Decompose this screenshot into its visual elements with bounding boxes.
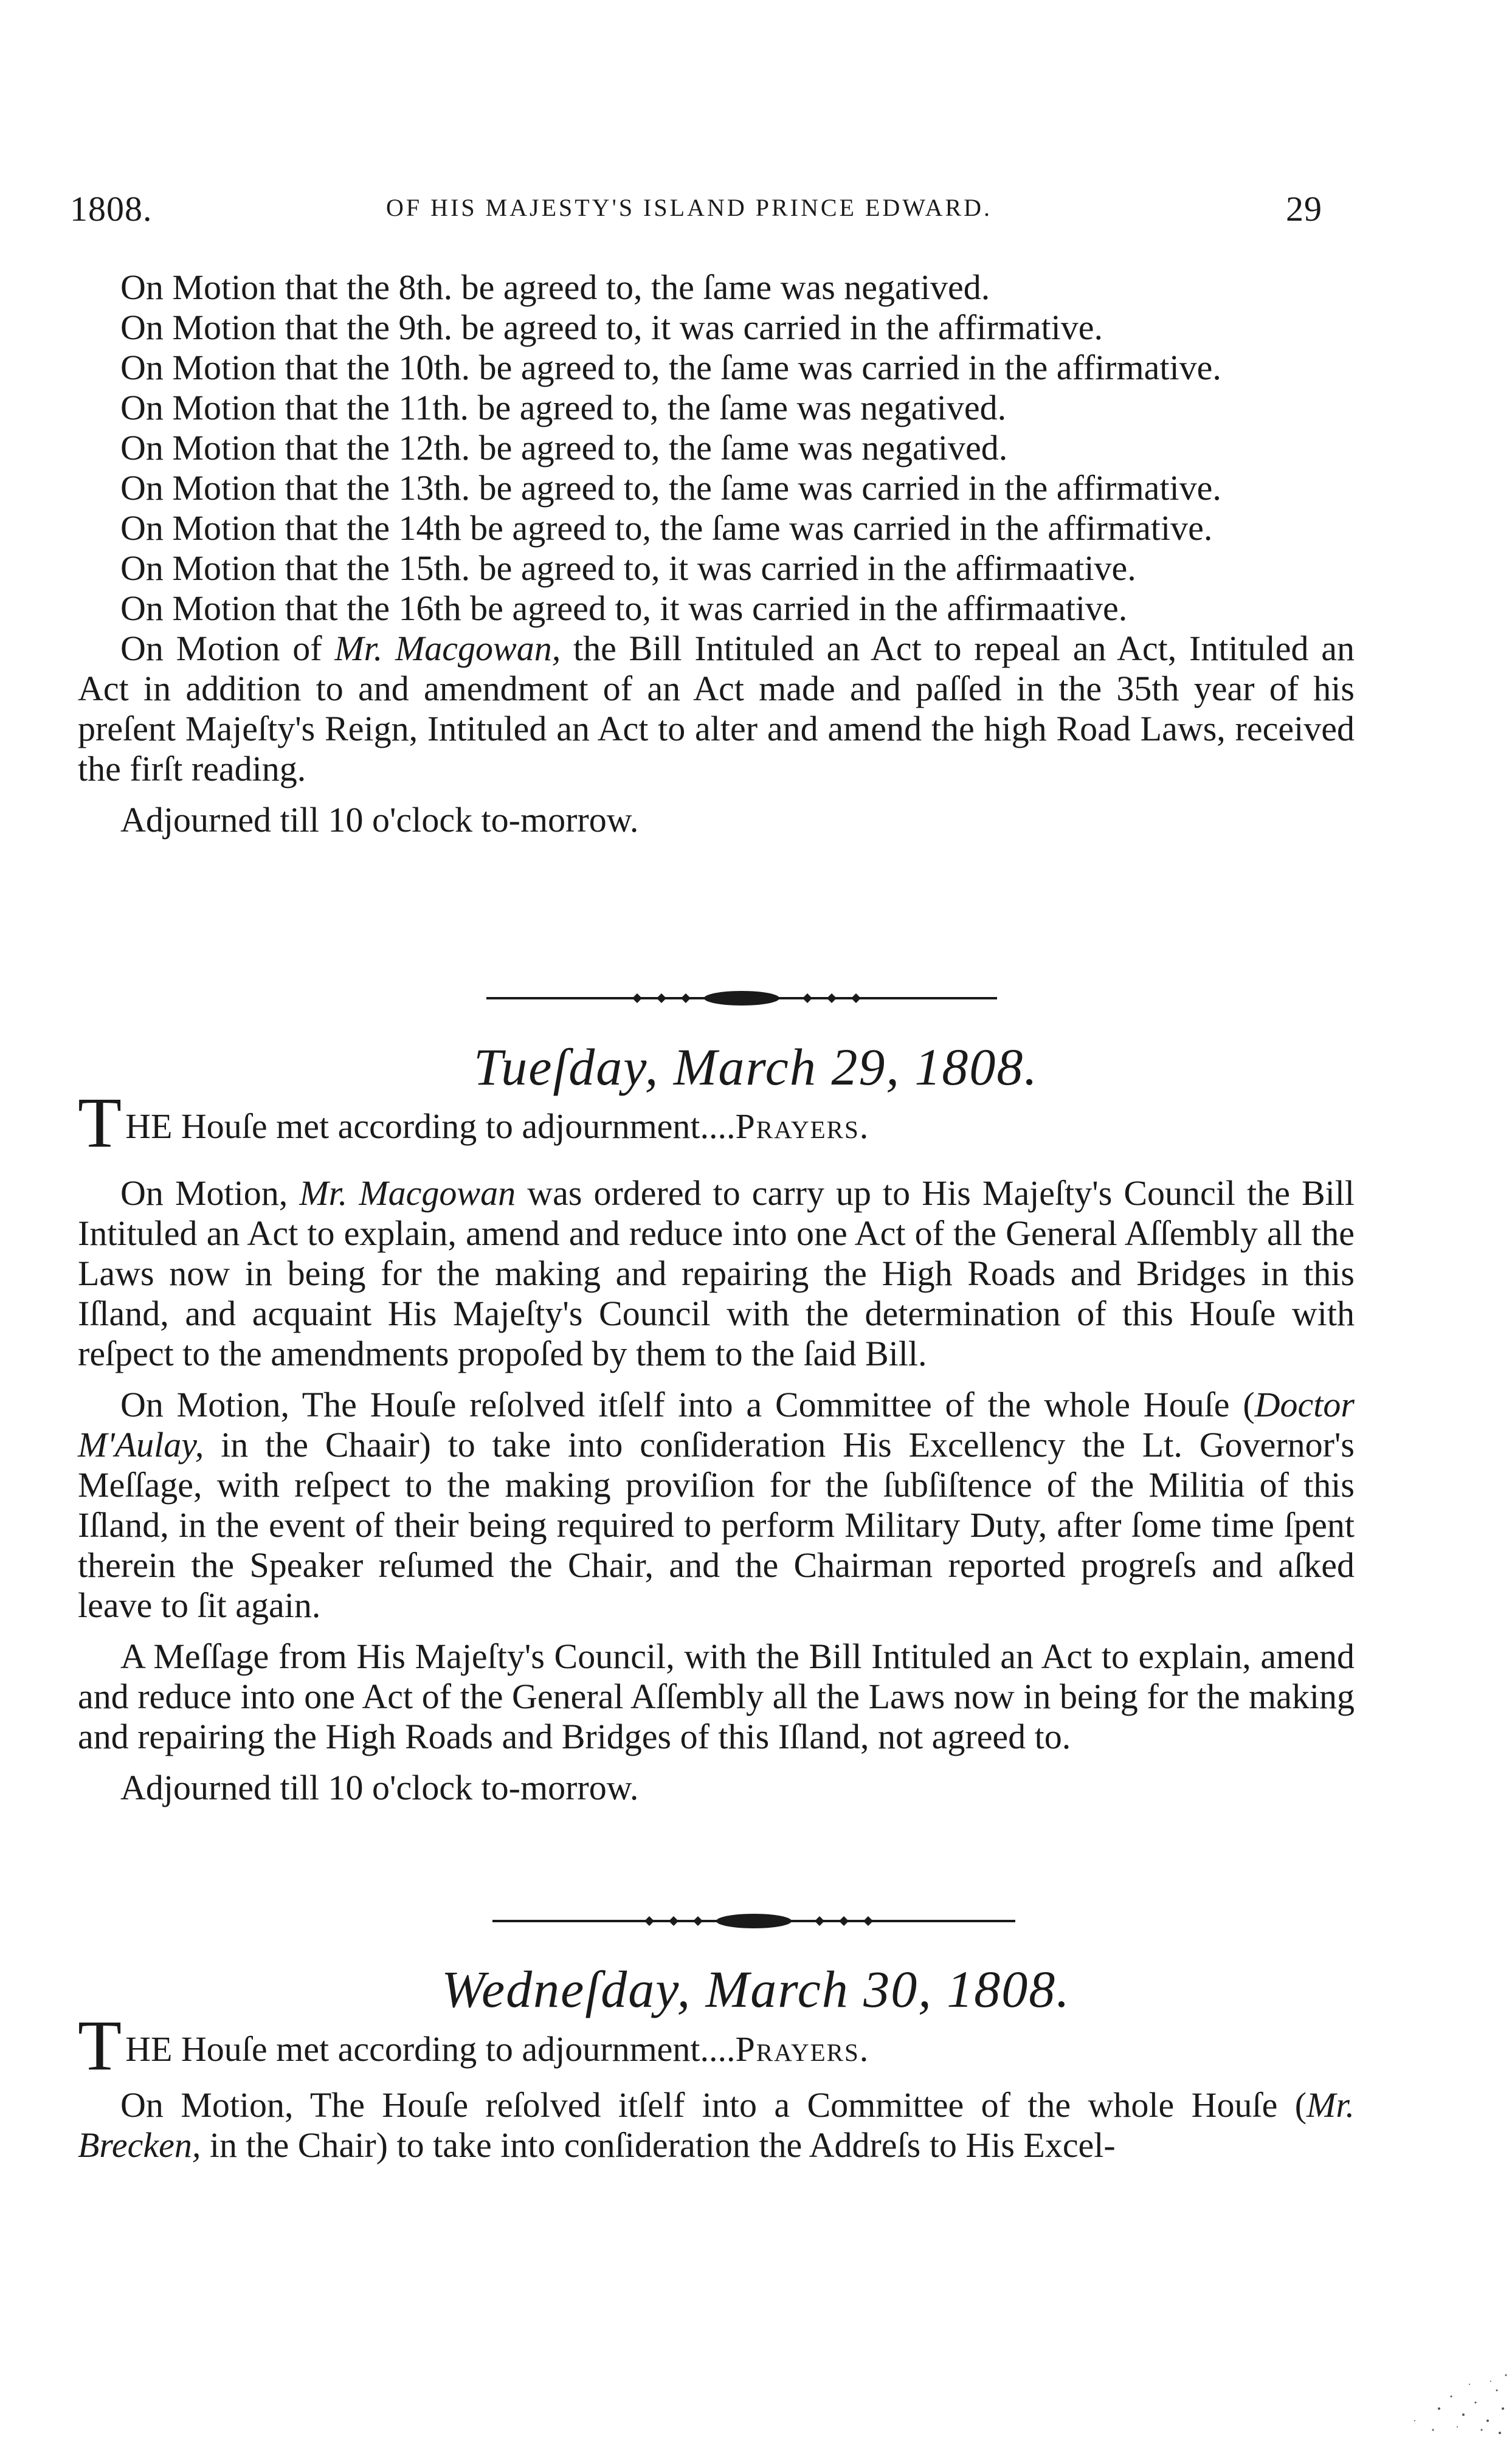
macgowan-name: Mr. Macgowan,	[334, 629, 561, 668]
opening-text: HE Houſe met according to adjournment....	[125, 1106, 736, 1146]
macgowan-motion	[78, 629, 1355, 789]
tuesday-proceedings	[78, 1173, 1355, 1808]
p2-prefix: On Motion, The Houſe reſolved itſelf into a Committee of the whole Houſe (	[120, 1385, 1255, 1424]
p1-prefix: On Motion,	[120, 1173, 288, 1213]
motion-line: On Motion that the 16th be agreed to, it was carried in the affirmaative.	[120, 588, 1128, 628]
adjourned-line: Adjourned till 10 o'clock to-morrow.	[120, 800, 639, 840]
p1-name: Mr. Macgowan	[299, 1173, 516, 1213]
paragraph: A Meſſage from His Majeſty's Council, with the Bill Intituled an Act to explain, amend and reduce into one Act of the General Aſſembly all the Laws now in being for the making and repairing the High Roads and Bridges of this Iſland, not agreed to.	[78, 1637, 1355, 1756]
wednesday-heading: Wedneſday, March 30, 1808.	[441, 1960, 1071, 2018]
p1-rest: was ordered to carry up to His Majeſty's Council the Bill Intituled an Act to explain, amend and reduce into one Act of the General Aſſembly all the Laws now in being for the making and repairing the High Roads and Bridges in this Iſland, and acquaint His Majeſty's Council with the determination of this Houſe with reſpect to the amendments propoſed by them to the ſaid Bill.	[78, 1173, 1355, 1373]
drop-cap: T	[78, 1083, 122, 1162]
section-divider	[480, 986, 1003, 1010]
p2-name: Doctor M'Aulay,	[78, 1385, 1355, 1464]
adjourned-line: Adjourned till 10 o'clock to-morrow.	[120, 1768, 639, 1807]
paper-speckle-texture	[1257, 2257, 1512, 2439]
motion-line: On Motion that the 15th. be agreed to, it was carried in the affirmaative.	[120, 548, 1136, 588]
motion-line: On Motion that the 12th. be agreed to, the ſame was negatived.	[120, 428, 1008, 467]
motions-block	[78, 267, 1355, 840]
p1-rest: in the Chair) to take into conſideration the Addreſs to His Excel-	[209, 2125, 1116, 2165]
motion-line: On Motion that the 13th. be agreed to, the ſame was carried in the affirmative.	[120, 468, 1221, 508]
opening-text: HE Houſe met according to adjournment....	[125, 2029, 736, 2069]
divider-ornament-icon	[480, 986, 1003, 1010]
section-divider	[486, 1909, 1021, 1933]
macgowan-rest: the Bill Intituled an Act to repeal an Act, Intituled an Act in addition to and amendment of an Act made and paſſed in the 35th year of his preſent Majeſty's Reign, Intituled an Act to alter and amend the high Road Laws, received the firſt reading.	[78, 629, 1355, 788]
wednesday-proceedings	[78, 2085, 1355, 2165]
motion-line: On Motion that the 10th. be agreed to, the ſame was carried in the affirmative.	[120, 348, 1221, 387]
motion-line: On Motion that the 8th. be agreed to, the ſame was negatived.	[120, 267, 990, 307]
paragraph	[78, 1173, 1355, 1374]
running-head	[70, 182, 1322, 231]
wednesday-opening	[78, 2006, 1355, 2085]
divider-ornament-icon	[486, 1909, 1021, 1933]
macgowan-prefix: On Motion of	[120, 629, 322, 668]
header-year: 1808.	[70, 189, 153, 229]
motion-line: On Motion that the 9th. be agreed to, it was carried in the affirmative.	[120, 308, 1103, 347]
paragraph	[78, 1385, 1355, 1626]
p1-prefix: On Motion, The Houſe reſolved itſelf into a Committee of the whole Houſe (	[120, 2085, 1307, 2125]
header-title: OF HIS MAJESTY'S ISLAND PRINCE EDWARD.	[386, 194, 993, 221]
paragraph	[78, 2085, 1355, 2165]
prayers-label: Prayers.	[735, 2029, 870, 2069]
page-number: 29	[1286, 189, 1322, 229]
p2-rest: in the Chaair) to take into conſideration His Excellency the Lt. Governor's Meſſage, with reſpect to the making proviſion for the ſubſiſtence of the Militia of this Iſland, in the event of their being required to perform Military Duty, after ſome time ſpent therein the Speaker reſumed the Chair, and the Chairman reported progreſs and aſked leave to ſit again.	[78, 1425, 1355, 1625]
motion-line: On Motion that the 11th. be agreed to, the ſame was negatived.	[120, 388, 1007, 427]
tuesday-heading: Tueſday, March 29, 1808.	[474, 1038, 1038, 1096]
motion-line: On Motion that the 14th be agreed to, the ſame was carried in the affirmative.	[120, 508, 1213, 548]
tuesday-opening	[78, 1083, 1355, 1162]
p1-name: Mr. Brecken,	[78, 2085, 1355, 2165]
prayers-label: Prayers.	[735, 1106, 870, 1146]
drop-cap: T	[78, 2006, 122, 2085]
